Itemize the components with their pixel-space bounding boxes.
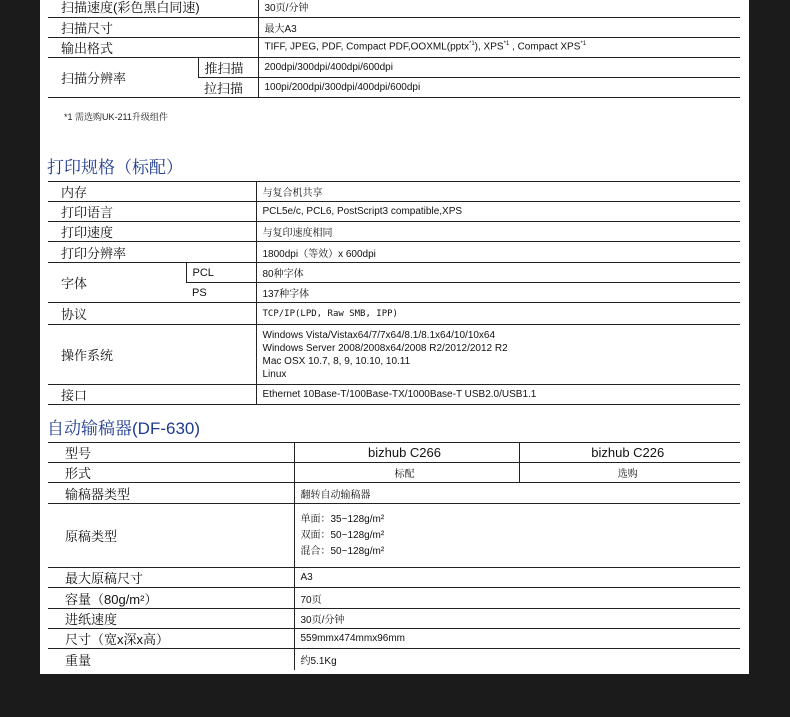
- os-line: Windows Server 2008/2008x64/2008 R2/2012/2012 R2: [262, 342, 508, 354]
- row-label: 原稿类型: [48, 504, 294, 568]
- table-row: [48, 202, 740, 222]
- form-c226: 选购: [519, 463, 740, 483]
- table-row: [48, 325, 740, 385]
- table-row: [48, 483, 740, 504]
- row-label: 打印速度: [48, 222, 256, 242]
- print-spec-table: [48, 181, 740, 405]
- push-scan-label: 推扫描: [198, 57, 258, 77]
- footnote: *1 需选购UK-211升级组件: [64, 112, 168, 122]
- row-label: 操作系统: [48, 325, 256, 385]
- os-line: Mac OSX 10.7, 8, 9, 10.10, 10.11: [262, 355, 411, 367]
- adf-spec-table: [48, 442, 740, 670]
- fonts-label: 字体: [48, 263, 186, 303]
- row-value: Ethernet 10Base-T/100Base-TX/1000Base-T USB2.0/USB1.1: [256, 385, 740, 405]
- row-label: 接口: [48, 385, 256, 405]
- row-value: TCP/IP(LPD, Raw SMB, IPP): [256, 303, 740, 325]
- table-row: [48, 0, 740, 17]
- row-value: 约5.1Kg: [294, 649, 740, 670]
- row-value: PCL5e/c, PCL6, PostScript3 compatible,XPS: [256, 202, 740, 222]
- table-row: [48, 385, 740, 405]
- push-scan-value: 200dpi/300dpi/400dpi/600dpi: [258, 57, 740, 77]
- table-row: [48, 17, 740, 37]
- os-line: Windows Vista/Vistax64/7/7x64/8.1/8.1x64/10/10x64: [262, 329, 496, 341]
- table-row: [48, 182, 740, 202]
- pcl-value: 80种字体: [256, 263, 740, 283]
- ps-value: 137种字体: [256, 283, 740, 303]
- output-format-value: TIFF, JPEG, PDF, Compact PDF,OOXML(pptx$^{*1}$), XPS$^{*1}$ , Compact XPS$^{*1}$: [258, 37, 740, 57]
- scan-resolution-label: 扫描分辨率: [48, 57, 198, 97]
- row-value: 翻转自动输稿器: [294, 483, 740, 504]
- row-label: 进纸速度: [48, 609, 294, 629]
- model-label: 型号: [48, 443, 294, 463]
- row-label: 输出格式: [48, 37, 258, 57]
- spec-sheet: [40, 0, 749, 674]
- row-label: 形式: [48, 463, 294, 483]
- row-value: 最大A3: [258, 17, 740, 37]
- scan-spec-table: [48, 0, 740, 98]
- os-line: Linux: [262, 368, 287, 380]
- ps-label: PS: [186, 283, 256, 303]
- row-label: 最大原稿尺寸: [48, 568, 294, 588]
- table-row: [48, 222, 740, 242]
- table-row: [48, 629, 740, 649]
- pull-scan-label: 拉扫描: [198, 77, 258, 97]
- table-row: [48, 463, 740, 483]
- pull-scan-value: 100pi/200dpi/300dpi/400dpi/600dpi: [258, 77, 740, 97]
- row-label: 内存: [48, 182, 256, 202]
- row-label: 扫描速度(彩色黑白同速): [48, 0, 258, 17]
- form-c266: 标配: [294, 463, 519, 483]
- row-label: 扫描尺寸: [48, 17, 258, 37]
- table-row: [48, 57, 740, 77]
- row-label: 打印分辨率: [48, 242, 256, 263]
- os-list: [256, 325, 740, 385]
- paper-weight-line: 双面：50~128g/m²: [300, 529, 385, 541]
- table-row: [48, 568, 740, 588]
- row-value: A3: [294, 568, 740, 588]
- paper-weight-line: 单面：35~128g/m²: [300, 513, 385, 525]
- row-label: 尺寸（宽x深x高）: [48, 629, 294, 649]
- row-value: 30页/分钟: [294, 609, 740, 629]
- table-row: [48, 242, 740, 263]
- table-row: [48, 303, 740, 325]
- model-c226: bizhub C226: [519, 443, 740, 463]
- table-row: [48, 37, 740, 57]
- row-label: 输稿器类型: [48, 483, 294, 504]
- table-row: [48, 504, 740, 568]
- row-value: 30页/分钟: [258, 0, 740, 17]
- row-value: 1800dpi（等效）x 600dpi: [256, 242, 740, 263]
- adf-spec-title: 自动输稿器(DF-630): [47, 419, 201, 438]
- table-row: [48, 588, 740, 609]
- row-label: 协议: [48, 303, 256, 325]
- print-spec-title: 打印规格（标配）: [47, 158, 183, 177]
- row-value: 70页: [294, 588, 740, 609]
- table-row: [48, 649, 740, 670]
- original-type-list: [294, 504, 740, 568]
- row-label: 打印语言: [48, 202, 256, 222]
- pcl-label: PCL: [186, 263, 256, 283]
- model-c266: bizhub C266: [294, 443, 519, 463]
- table-row: [48, 263, 740, 283]
- table-row: [48, 443, 740, 463]
- row-value: 559mmx474mmx96mm: [294, 629, 740, 649]
- row-value: 与复合机共享: [256, 182, 740, 202]
- table-row: [48, 609, 740, 629]
- row-label: 重量: [65, 652, 92, 668]
- row-label: 容量（80g/m²）: [48, 588, 294, 609]
- paper-weight-line: 混合：50~128g/m²: [300, 545, 385, 557]
- row-value: 与复印速度相同: [256, 222, 740, 242]
